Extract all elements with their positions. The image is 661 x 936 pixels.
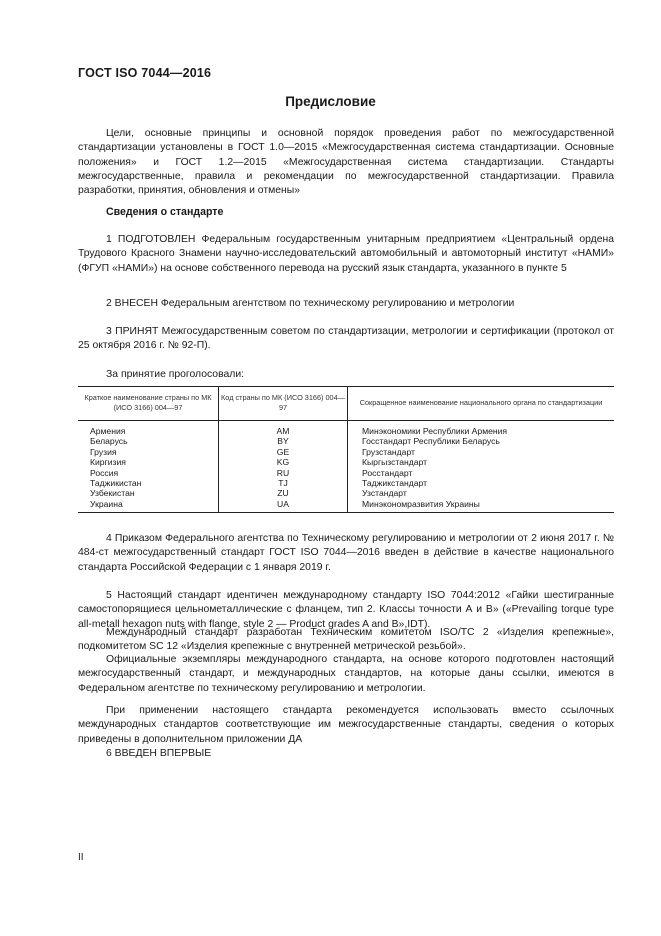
- country-code: RU: [219, 468, 348, 478]
- standards-body: Грузстандарт: [348, 447, 615, 457]
- item-4-order: 4 Приказом Федерального агентства по Техническому регулированию и метрологии от 2 июня 2017 г. № 484-ст межгосударственный стандарт ГОСТ ISO 7044—2016 введен в действие в качестве национального стандарта Российской Федерации с 1 января 2019 г.: [78, 533, 614, 573]
- country-code: BY: [219, 436, 348, 446]
- country-code: GE: [219, 447, 348, 457]
- item-5-identical: 5 Настоящий стандарт идентичен международному стандарту ISO 7044:2012 «Гайки шестигранные самостопорящиеся цельнометаллические с фланцем, тип 2. Классы точности А и В» («Prevailing torque type all-metall hexagon nuts with flange, style 2 — Product grades A and B»,IDT).: [78, 590, 614, 630]
- intro-paragraph: Цели, основные принципы и основной порядок проведения работ по межгосударственной стандартизации установлены в ГОСТ 1.0—2015 «Межгосударственная система стандартизации. Основные положения» и ГОСТ 1.2—2015 «Межгосударственная система стандартизации. Стандарты межгосударственные, правила и рекомендации по межгосударственной стандартизации. Правила разработки, принятия, обновления и отмены»: [78, 128, 614, 197]
- table-row: [78, 478, 614, 488]
- standards-body: Таджикстандарт: [348, 478, 615, 488]
- page-number: II: [78, 852, 84, 863]
- item-6-introduced-first: 6 ВВЕДЕН ВПЕРВЫЕ: [106, 748, 212, 759]
- item-5-application: При применении настоящего стандарта рекомендуется использовать вместо ссылочных международных стандартов соответствующие им межгосударственные стандарты, сведения о которых приведены в дополнительном приложении ДА: [78, 705, 614, 745]
- country-name: Таджикистан: [90, 478, 142, 489]
- item-1-prepared: 1 ПОДГОТОВЛЕН Федеральным государственным унитарным предприятием «Центральный ордена Трудового Красного Знамени научно-исследовательский автомобильный и автомоторный институт «НАМИ» (ФГУП «НАМИ») на основе собственного перевода на русский язык стандарта, указанного в пункте 5: [78, 234, 614, 274]
- country-name: Украина: [78, 499, 219, 513]
- table-row: [78, 436, 614, 446]
- country-code: ZU: [219, 488, 348, 498]
- section-subheading: Сведения о стандарте: [106, 206, 224, 218]
- table-row: [78, 421, 614, 437]
- country-name: Армения: [90, 426, 126, 436]
- item-5-committee: Международный стандарт разработан Техническим комитетом ISO/TC 2 «Изделия крепежные», подкомитетом SC 12 «Изделия крепежные с внутренней метрической резьбой».: [78, 627, 614, 653]
- voted-label: За принятие проголосовали:: [106, 369, 245, 380]
- column-header-code: Код страны по МК (ИСО 3166) 004—97: [219, 387, 348, 421]
- column-header-country: Краткое наименование страны по МК (ИСО 3166) 004—97: [78, 387, 219, 421]
- standards-body: Госстандарт Республики Беларусь: [348, 436, 615, 446]
- country-name: Грузия: [90, 446, 117, 457]
- country-code: TJ: [219, 478, 348, 488]
- voting-table: [78, 386, 614, 513]
- country-code: UA: [219, 499, 348, 513]
- table-row: [78, 499, 614, 513]
- item-3-adopted: 3 ПРИНЯТ Межгосударственным советом по стандартизации, метрологии и сертификации (протокол от 25 октября 2016 г. № 92-П).: [78, 326, 614, 352]
- standards-body: Кыргызстандарт: [348, 457, 615, 467]
- country-code: AM: [219, 421, 348, 437]
- table-header-row: [78, 387, 614, 421]
- standards-body: Минэкономики Республики Армения: [348, 421, 615, 437]
- standards-body: Узстандарт: [348, 488, 615, 498]
- table-row: [78, 488, 614, 498]
- table-row: [78, 468, 614, 478]
- country-name: Узбекистан: [90, 488, 135, 499]
- column-header-body: Сокращенное наименование национального органа по стандартизации: [348, 387, 615, 421]
- table-row: [78, 457, 614, 467]
- standards-body: Росстандарт: [348, 468, 615, 478]
- country-name: Беларусь: [90, 436, 128, 447]
- country-code: KG: [219, 457, 348, 467]
- item-2-introduced: 2 ВНЕСЕН Федеральным агентством по техническому регулированию и метрологии: [106, 298, 515, 309]
- document-header-id: ГОСТ ISO 7044—2016: [78, 66, 212, 80]
- standards-body: Минэкономразвития Украины: [348, 499, 615, 513]
- page-title: Предисловие: [285, 94, 376, 109]
- country-name: Россия: [90, 467, 119, 478]
- table-row: [78, 447, 614, 457]
- item-5-official-copies: Официальные экземпляры международного стандарта, на основе которого подготовлен настоящий межгосударственный стандарт, и международных стандартов, на которые даны ссылки, имеются в Федеральном агентстве по техническому регулированию и метрологии.: [78, 654, 614, 694]
- country-name: Киргизия: [90, 457, 126, 468]
